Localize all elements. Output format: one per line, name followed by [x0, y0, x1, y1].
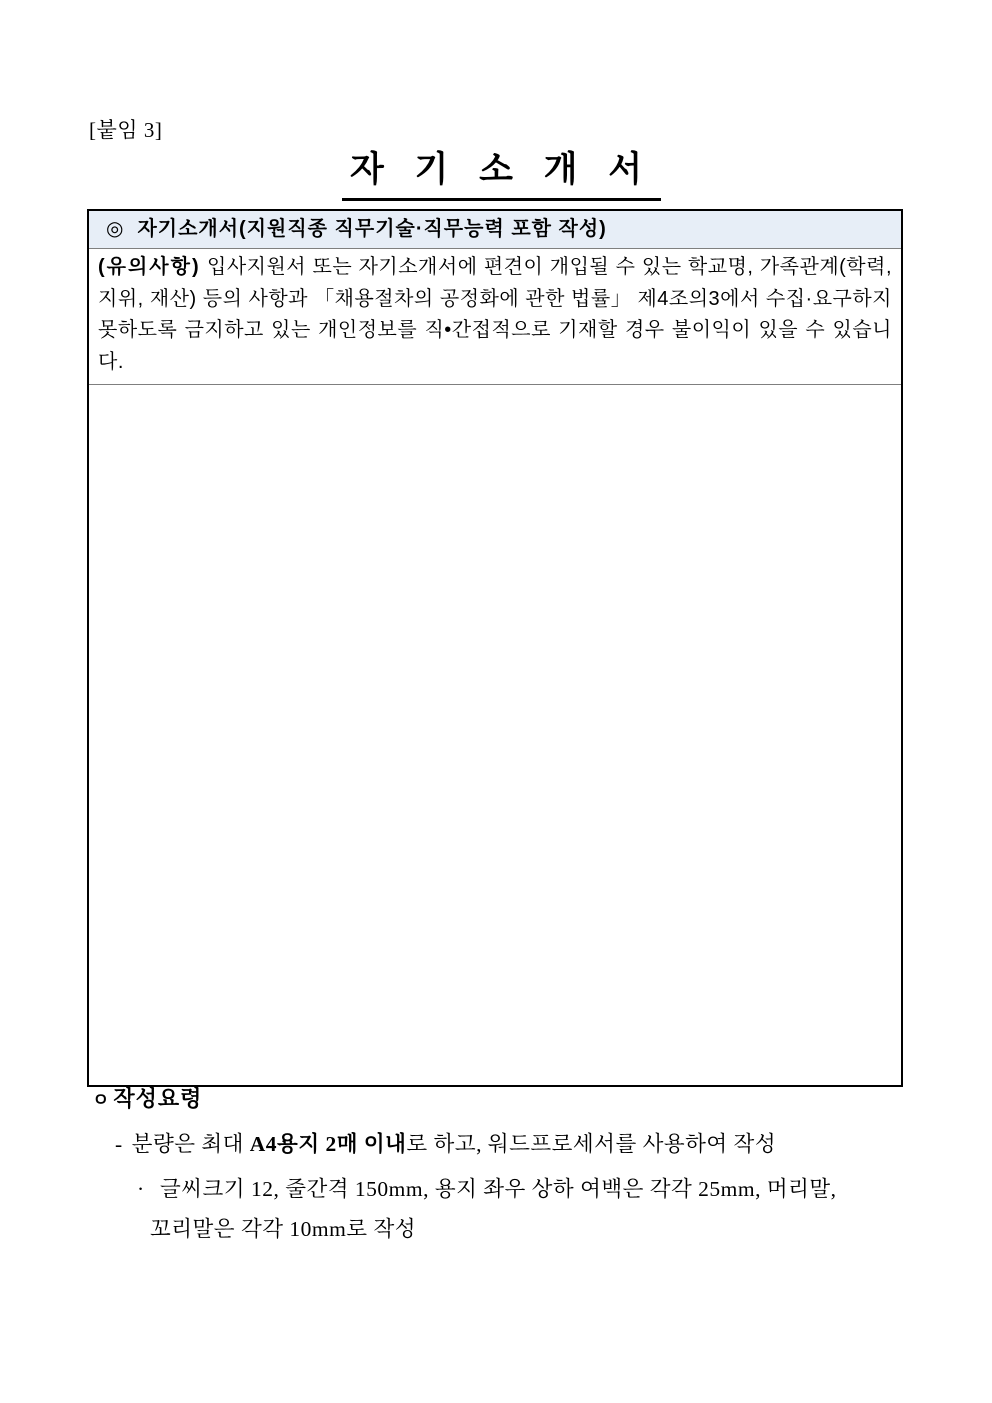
- notice-text: 입사지원서 또는 자기소개서에 편견이 개입될 수 있는 학교명, 가족관계(학력, 지위, 재산) 등의 사항과 「채용절차의 공정화에 관한 법률」 제4조의3에서 수집·요구하지 못하도록 금지하고 있는 개인정보를 직•간접적으로 기재할 경우 불이익이 있을 수 있습니다.: [98, 256, 892, 373]
- volume-text-before: 분량은 최대: [131, 1132, 250, 1156]
- dash-bullet: -: [115, 1132, 123, 1156]
- notice-paragraph: [89, 249, 901, 385]
- self-introduction-form: [87, 209, 903, 1087]
- instruction-item-volume: [115, 1127, 962, 1158]
- attachment-label: [붙임 3]: [89, 118, 163, 142]
- form-section-title: 자기소개서(지원직종 직무기술·직무능력 포함 작성): [137, 218, 607, 240]
- instructions-section: [92, 1082, 962, 1249]
- page-title: 자 기 소 개 서: [342, 142, 661, 201]
- page-title-container: [0, 142, 992, 201]
- instructions-heading: [92, 1082, 962, 1113]
- volume-text-after: 로 하고, 워드프로세서를 사용하여 작성: [406, 1132, 777, 1156]
- double-circle-mark-icon: ◎: [106, 218, 125, 240]
- volume-text-bold: A4용지 2매 이내: [249, 1132, 407, 1156]
- instructions-heading-text: 작성요령: [113, 1086, 203, 1111]
- dot-bullet: ·: [137, 1177, 145, 1201]
- notice-label: (유의사항): [98, 256, 201, 278]
- format-text: 글씨크기 12, 줄간격 150mm, 용지 좌우 상하 여백은 각각 25mm, 머리말, 꼬리말은 각각 10mm로 작성: [150, 1177, 837, 1241]
- instruction-item-format: [137, 1169, 912, 1249]
- ieung-bullet: ㅇ: [92, 1090, 111, 1110]
- form-section-header: [89, 211, 901, 249]
- self-introduction-writing-area: [89, 385, 901, 1085]
